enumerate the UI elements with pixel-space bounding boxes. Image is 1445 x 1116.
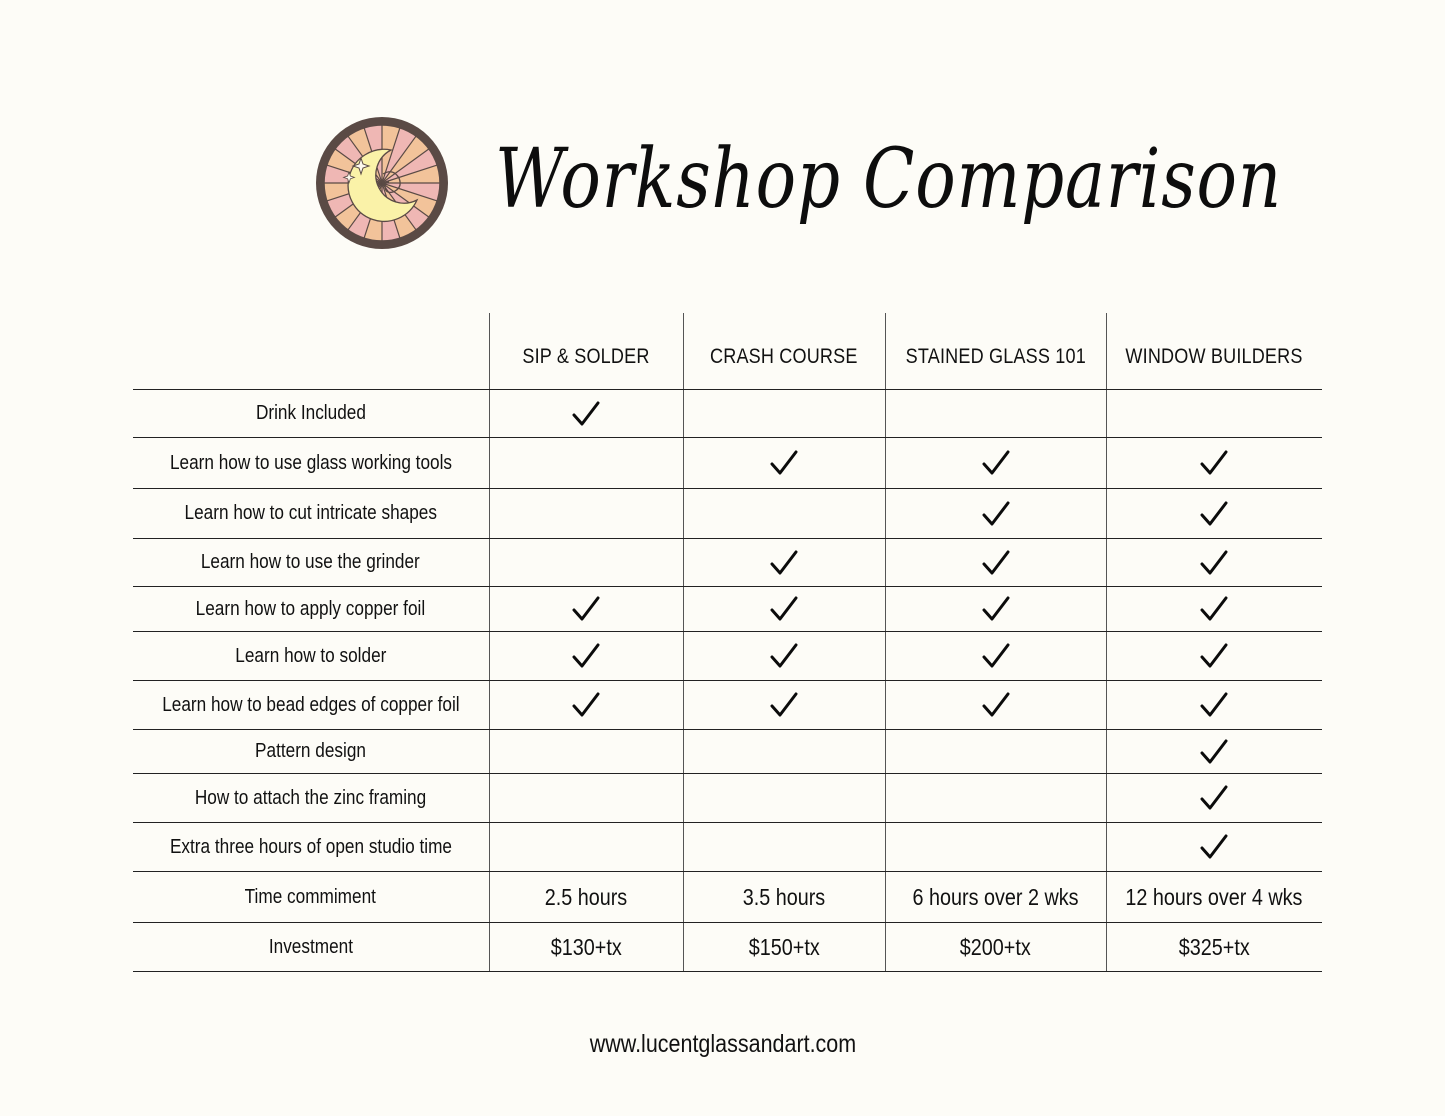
check-cell <box>1106 438 1322 489</box>
check-cell <box>1106 774 1322 823</box>
checkmark-icon <box>981 642 1011 670</box>
investment-row <box>133 923 1322 972</box>
row-label: Drink Included <box>133 390 489 438</box>
row-label: How to attach the zinc framing <box>133 774 489 823</box>
time-commitment-row <box>133 872 1322 923</box>
table-row <box>133 390 1322 438</box>
check-cell <box>1106 587 1322 632</box>
check-cell <box>489 823 683 872</box>
row-label: Time commiment <box>133 872 489 923</box>
row-label: Extra three hours of open studio time <box>133 823 489 872</box>
check-cell <box>489 539 683 587</box>
checkmark-icon <box>981 500 1011 528</box>
checkmark-icon <box>1199 691 1229 719</box>
check-cell <box>1106 489 1322 539</box>
check-cell <box>1106 823 1322 872</box>
check-cell <box>489 681 683 730</box>
header-row <box>133 313 1322 390</box>
price-value: $325+tx <box>1106 923 1322 972</box>
check-cell <box>1106 632 1322 681</box>
check-cell <box>885 823 1106 872</box>
row-label: Investment <box>133 923 489 972</box>
checkmark-icon <box>571 642 601 670</box>
check-cell <box>885 774 1106 823</box>
check-cell <box>489 730 683 774</box>
check-cell <box>1106 681 1322 730</box>
checkmark-icon <box>1199 500 1229 528</box>
checkmark-icon <box>1199 449 1229 477</box>
check-cell <box>683 438 885 489</box>
check-cell <box>1106 539 1322 587</box>
check-cell <box>683 587 885 632</box>
check-cell <box>489 774 683 823</box>
check-cell <box>489 390 683 438</box>
table-row <box>133 823 1322 872</box>
table-row <box>133 774 1322 823</box>
check-cell <box>1106 390 1322 438</box>
row-label: Learn how to solder <box>133 632 489 681</box>
checkmark-icon <box>769 691 799 719</box>
table-row <box>133 681 1322 730</box>
price-value: $130+tx <box>489 923 683 972</box>
check-cell <box>683 681 885 730</box>
website-url[interactable]: www.lucentglassandart.com <box>589 1030 856 1058</box>
column-header: WINDOW BUILDERS <box>1106 313 1322 390</box>
column-header: SIP & SOLDER <box>489 313 683 390</box>
checkmark-icon <box>769 449 799 477</box>
checkmark-icon <box>571 400 601 428</box>
check-cell <box>683 489 885 539</box>
checkmark-icon <box>769 642 799 670</box>
check-cell <box>489 489 683 539</box>
table-row <box>133 730 1322 774</box>
checkmark-icon <box>1199 738 1229 766</box>
table-row <box>133 438 1322 489</box>
check-cell <box>885 390 1106 438</box>
corner-cell <box>133 313 489 390</box>
checkmark-icon <box>1199 549 1229 577</box>
time-value: 2.5 hours <box>489 872 683 923</box>
check-cell <box>489 587 683 632</box>
check-cell <box>885 681 1106 730</box>
time-value: 6 hours over 2 wks <box>885 872 1106 923</box>
check-cell <box>885 489 1106 539</box>
checkmark-icon <box>981 549 1011 577</box>
checkmark-icon <box>571 691 601 719</box>
row-label: Learn how to use the grinder <box>133 539 489 587</box>
checkmark-icon <box>1199 642 1229 670</box>
check-cell <box>683 730 885 774</box>
column-header: STAINED GLASS 101 <box>885 313 1106 390</box>
check-cell <box>489 438 683 489</box>
check-cell <box>683 539 885 587</box>
column-header: CRASH COURSE <box>683 313 885 390</box>
row-label: Learn how to apply copper foil <box>133 587 489 632</box>
row-label: Pattern design <box>133 730 489 774</box>
time-value: 3.5 hours <box>683 872 885 923</box>
check-cell <box>885 587 1106 632</box>
table-row <box>133 539 1322 587</box>
price-value: $150+tx <box>683 923 885 972</box>
check-cell <box>885 730 1106 774</box>
check-cell <box>1106 730 1322 774</box>
check-cell <box>489 632 683 681</box>
check-cell <box>683 390 885 438</box>
stained-glass-moon-logo <box>313 114 451 252</box>
price-value: $200+tx <box>885 923 1106 972</box>
checkmark-icon <box>1199 595 1229 623</box>
check-cell <box>885 438 1106 489</box>
check-cell <box>885 632 1106 681</box>
page-title: Workshop Comparison <box>495 132 1282 227</box>
comparison-table <box>133 313 1322 972</box>
checkmark-icon <box>1199 833 1229 861</box>
check-cell <box>683 774 885 823</box>
checkmark-icon <box>981 691 1011 719</box>
table-row <box>133 489 1322 539</box>
check-cell <box>885 539 1106 587</box>
time-value: 12 hours over 4 wks <box>1106 872 1322 923</box>
checkmark-icon <box>571 595 601 623</box>
row-label: Learn how to cut intricate shapes <box>133 489 489 539</box>
check-cell <box>683 632 885 681</box>
table-row <box>133 587 1322 632</box>
check-cell <box>683 823 885 872</box>
checkmark-icon <box>769 549 799 577</box>
row-label: Learn how to bead edges of copper foil <box>133 681 489 730</box>
row-label: Learn how to use glass working tools <box>133 438 489 489</box>
checkmark-icon <box>769 595 799 623</box>
checkmark-icon <box>1199 784 1229 812</box>
checkmark-icon <box>981 449 1011 477</box>
table-row <box>133 632 1322 681</box>
checkmark-icon <box>981 595 1011 623</box>
